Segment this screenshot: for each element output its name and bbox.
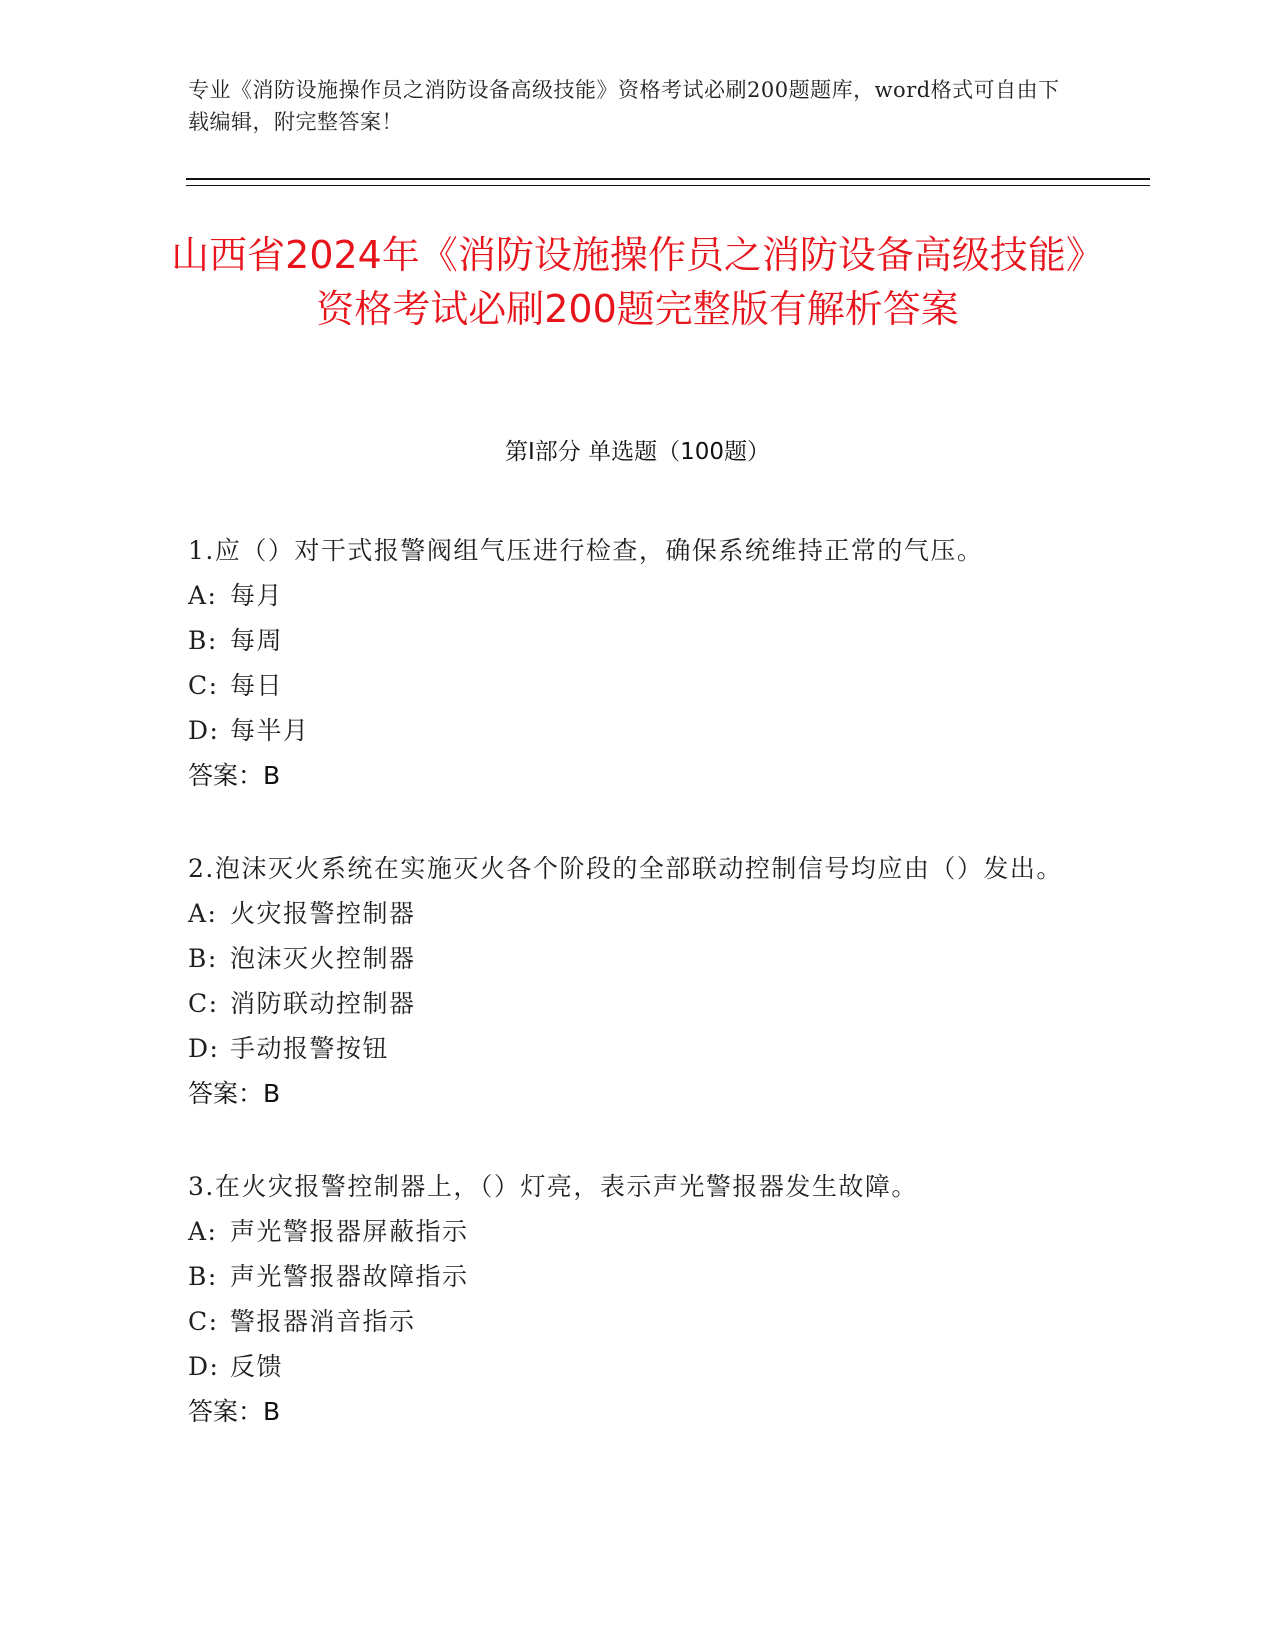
header-divider-thick bbox=[186, 178, 1150, 180]
option-text: 泡沫灭火控制器 bbox=[230, 944, 416, 973]
option-a bbox=[188, 1209, 1068, 1254]
option-text: 每周 bbox=[230, 626, 284, 655]
option-letter: D: bbox=[188, 1034, 220, 1063]
question-1 bbox=[188, 528, 1068, 798]
option-text: 火灾报警控制器 bbox=[230, 899, 416, 928]
option-c bbox=[188, 981, 1068, 1026]
option-text: 手动报警按钮 bbox=[230, 1034, 390, 1063]
option-letter: B: bbox=[188, 944, 218, 973]
option-text: 每半月 bbox=[230, 716, 310, 745]
question-stem: 2.泡沫灭火系统在实施灭火各个阶段的全部联动控制信号均应由（）发出。 bbox=[188, 854, 1063, 883]
option-letter: A: bbox=[188, 899, 218, 928]
answer-line: 答案：B bbox=[188, 761, 281, 790]
question-list bbox=[188, 528, 1068, 1482]
option-b bbox=[188, 1254, 1068, 1299]
option-text: 声光警报器屏蔽指示 bbox=[230, 1217, 469, 1246]
option-text: 每月 bbox=[230, 581, 284, 610]
option-letter: A: bbox=[188, 1217, 218, 1246]
option-text: 声光警报器故障指示 bbox=[230, 1262, 469, 1291]
option-b bbox=[188, 618, 1068, 663]
option-letter: B: bbox=[188, 626, 218, 655]
option-letter: B: bbox=[188, 1262, 218, 1291]
header-divider-thin bbox=[186, 185, 1150, 186]
question-3 bbox=[188, 1164, 1068, 1434]
option-d bbox=[188, 1026, 1068, 1071]
option-c bbox=[188, 663, 1068, 708]
option-c bbox=[188, 1299, 1068, 1344]
page-header: 专业《消防设施操作员之消防设备高级技能》资格考试必刷200题题库，word格式可自由下载编辑，附完整答案！ bbox=[188, 78, 1060, 134]
question-stem: 3.在火灾报警控制器上，（）灯亮，表示声光警报器发生故障。 bbox=[188, 1172, 918, 1201]
option-a bbox=[188, 573, 1068, 618]
option-d bbox=[188, 708, 1068, 753]
option-letter: C: bbox=[188, 1307, 219, 1336]
option-d bbox=[188, 1344, 1068, 1389]
option-text: 每日 bbox=[230, 671, 284, 700]
option-text: 反馈 bbox=[230, 1352, 284, 1381]
option-letter: D: bbox=[188, 716, 220, 745]
option-letter: D: bbox=[188, 1352, 220, 1381]
option-a bbox=[188, 891, 1068, 936]
question-2 bbox=[188, 846, 1068, 1116]
answer-line: 答案：B bbox=[188, 1397, 281, 1426]
option-text: 警报器消音指示 bbox=[230, 1307, 416, 1336]
option-letter: C: bbox=[188, 989, 219, 1018]
option-b bbox=[188, 936, 1068, 981]
section-title: 第I部分 单选题（100题） bbox=[505, 439, 770, 465]
option-letter: A: bbox=[188, 581, 218, 610]
option-text: 消防联动控制器 bbox=[230, 989, 416, 1018]
answer-line: 答案：B bbox=[188, 1079, 281, 1108]
document-title: 山西省2024年《消防设施操作员之消防设备高级技能》资格考试必刷200题完整版有解析答案 bbox=[171, 233, 1104, 331]
option-letter: C: bbox=[188, 671, 219, 700]
question-stem: 1.应（）对干式报警阀组气压进行检查，确保系统维持正常的气压。 bbox=[188, 536, 984, 565]
